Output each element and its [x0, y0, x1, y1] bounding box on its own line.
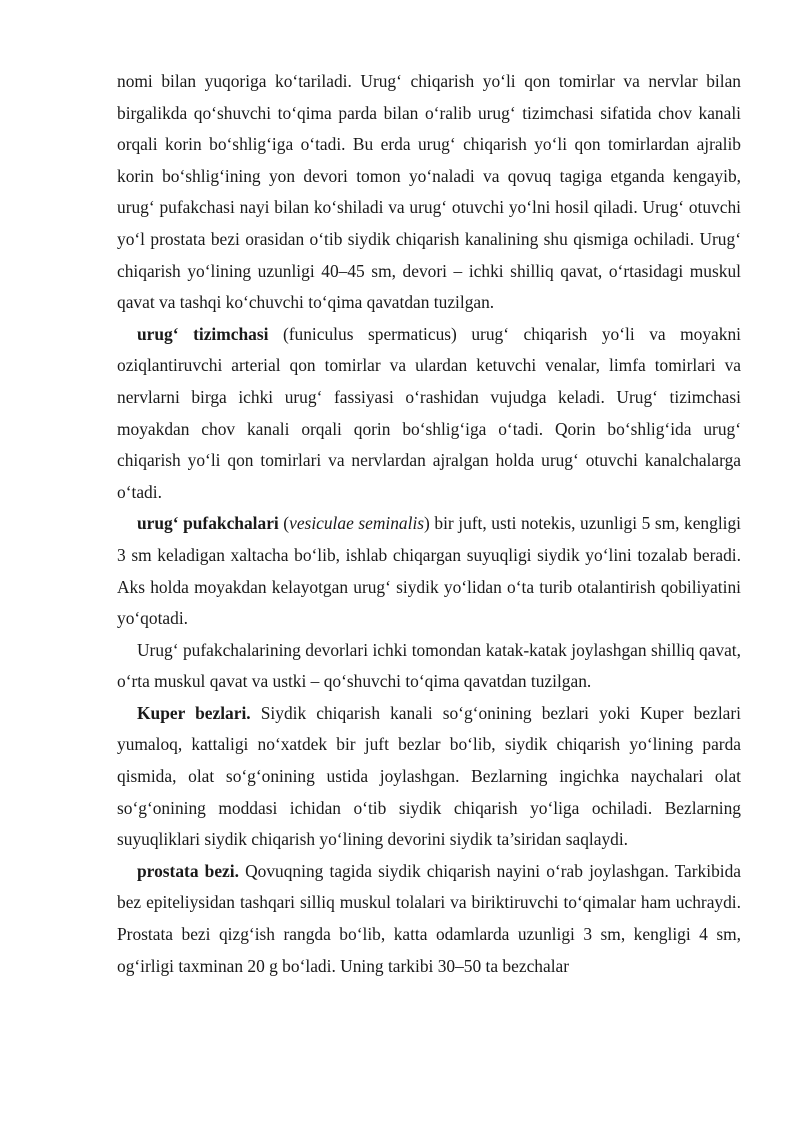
paragraph-continuation [117, 66, 741, 319]
paragraph-text: ) bir juft, usti notekis, uzunligi 5 sm, kengligi 3 sm keladigan xaltacha bo‘lib, ishlab chiqargan suyuqligi siydik yo‘lini tozalab beradi. Aks holda moyakdan kelayotgan urug‘ siydik yo‘lidan o‘ta turib otalantirish qobiliyatini yo‘qotadi. [117, 513, 742, 629]
paragraph-vesicle-walls [117, 635, 741, 698]
latin-term: vesiculae seminalis [289, 513, 425, 534]
paragraph-text: Qovuqning tagida siydik chiqarish nayini o‘rab joylashgan. Tarkibida bez epiteliysidan tashqari silliq muskul tolalari va biriktiruvchi to‘qimalar ham uchraydi. Prostata bezi qizg‘ish rangda bo‘lib, katta odamlarda uzunligi 3 sm, kengligi 4 sm, og‘irligi taxminan 20 g bo‘ladi. Uning tarkibi 30–50 ta bezchalar [117, 860, 742, 976]
document-page [117, 66, 741, 982]
term-heading: Kuper bezlari. [137, 702, 251, 723]
term-heading: urug‘ pufakchalari [137, 513, 279, 534]
paragraph-cowper-glands [117, 698, 741, 856]
paragraph-text: nomi bilan yuqoriga ko‘tariladi. Urug‘ chiqarish yo‘li qon tomirlar va nervlar bilan birgalikda qo‘shuvchi to‘qima parda bilan o‘ralib urug‘ tizimchasi sifatida chov kanali orqali korin bo‘shlig‘iga o‘tadi. Bu erda urug‘ chiqarish yo‘li qon tomirlardan ajralib korin bo‘shlig‘ining yon devori tomon yo‘naladi va qovuq tagiga etganda kengayib, urug‘ pufakchasi nayi bilan ko‘shiladi va urug‘ otuvchi yo‘lni hosil qiladi. Urug‘ otuvchi yo‘l prostata bezi orasidan o‘tib siydik chiqarish kanalining shu qismiga ochiladi. Urug‘ chiqarish yo‘lining uzunligi 40–45 sm, devori – ichki shilliq qavat, o‘rtasidagi muskul qavat va tashqi ko‘chuvchi to‘qima qavatdan tuzilgan. [117, 71, 741, 313]
paragraph-text: Urug‘ pufakchalarining devorlari ichki tomondan katak-katak joylashgan shilliq qavat, o‘rta muskul qavat va ustki – qo‘shuvchi to‘qima qavatdan tuzilgan. [117, 639, 741, 692]
paragraph-seminal-vesicles [117, 508, 741, 634]
paragraph-text-pre: ( [278, 513, 290, 534]
paragraph-prostate-gland [117, 856, 741, 982]
paragraph-spermatic-cord [117, 319, 741, 509]
term-heading: prostata bezi. [137, 860, 239, 881]
paragraph-text: (funiculus spermaticus) urug‘ chiqarish yo‘li va moyakni oziqlantiruvchi arterial qon tomirlar va ulardan ketuvchi venalar, limfa tomirlari va nervlarni birga ichki urug‘ fassiyasi o‘rashidan vujudga keladi. Urug‘ tizimchasi moyakdan chov kanali orqali qorin bo‘shlig‘iga o‘tadi. Qorin bo‘shlig‘ida urug‘ chiqarish yo‘li qon tomirlari va nervlardan ajralgan holda urug‘ otuvchi kanalchalarga o‘tadi. [117, 323, 741, 502]
term-heading: urug‘ tizimchasi [137, 323, 269, 344]
paragraph-text: Siydik chiqarish kanali so‘g‘onining bezlari yoki Kuper bezlari yumaloq, kattaligi no‘xatdek bir juft bezlar bo‘lib, siydik chiqarish yo‘lining parda qismida, olat so‘g‘onining ustida joylashgan. Bezlarning ingichka naychalari olat so‘g‘onining moddasi ichidan o‘tib siydik chiqarish yo‘liga ochiladi. Bezlarning suyuqliklari siydik chiqarish yo‘lining devorini siydik ta’siridan saqlaydi. [117, 702, 741, 850]
